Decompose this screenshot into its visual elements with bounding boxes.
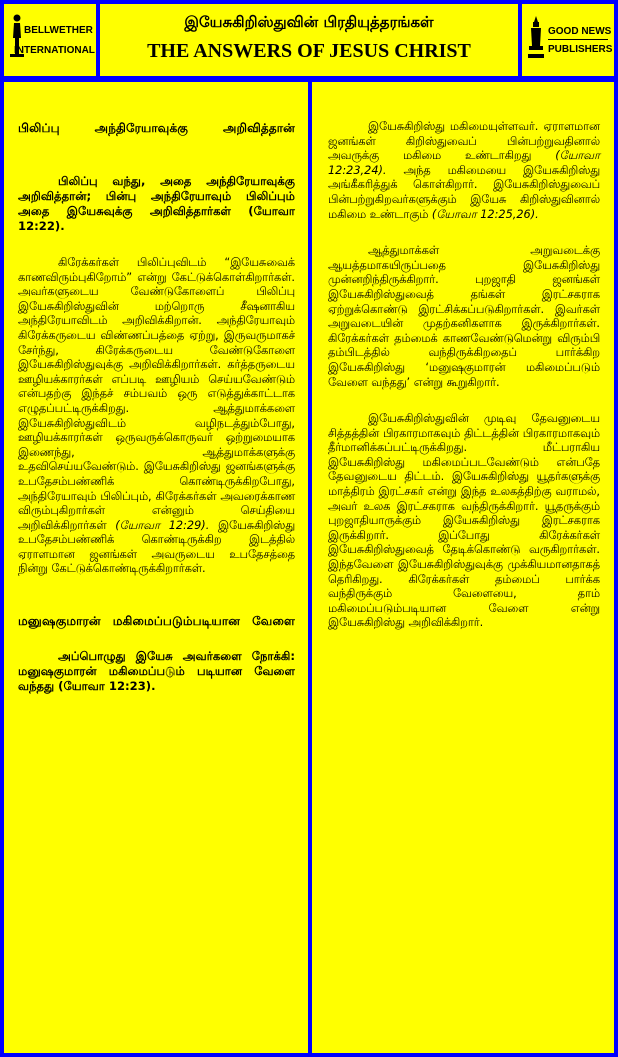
logo-divider	[548, 39, 608, 40]
paragraph-glory	[328, 120, 600, 222]
title-tamil: இயேசுகிறிஸ்துவின் பிரதியுத்தரங்கள்	[184, 13, 434, 31]
paragraph-text: இயேசுகிறிஸ்து மகிமையுள்ளவர். ஏராளமான ஜனங்கள் கிறிஸ்துவைப் பின்பற்றுவதினால் அவருக்கு மகிமை உண்டாகிறது	[328, 120, 600, 163]
paragraph-text: இயேசுகிறிஸ்து உபதேசம்பண்ணிக் கொண்டிருக்கிற இடத்தில் ஏராளமான ஜனங்கள் அவருடைய உபதேசத்தை நின்று கேட்டுக்கொண்டிருக்கிறார்கள்.	[18, 518, 295, 576]
verse-john-12-22: பிலிப்பு வந்து, அதை அந்திரேயாவுக்கு அறிவித்தான்; பின்பு அந்திரேயாவும் பிலிப்பும் அதை இயேசுவுக்கு அறிவித்தார்கள் (யோவா 12:22).	[18, 174, 295, 233]
scripture-reference: (யோவா 12:25,26).	[431, 207, 539, 221]
good-news-logo	[522, 4, 614, 76]
heading-hour-of-glory: மனுஷகுமாரன் மகிமைப்படும்படியான வேளை	[18, 614, 295, 629]
paragraph-text: அந்த மகிமையை இயேசுகிறிஸ்து அங்கீகரித்துக் கொள்கிறார். இயேசுகிறிஸ்துவைப் பின்பற்றுகிறவர்களுக்கும் இயேசு கிறிஸ்துவினால் மகிமை உண்டாகும்	[328, 163, 600, 221]
scripture-reference: (யோவா 12:23,24).	[328, 149, 600, 177]
bellwether-logo-line1: BELLWETHER	[24, 25, 93, 36]
title-english: THE ANSWERS OF JESUS CHRIST	[147, 40, 471, 62]
heading-philip-tells-andrew: பிலிப்பு அந்திரேயாவுக்கு அறிவித்தான்	[18, 121, 295, 135]
good-news-logo-line1: GOOD NEWS	[548, 26, 612, 37]
good-news-logo-line2: PUBLISHERS	[548, 44, 613, 55]
bellwether-logo-line2: INTERNATIONAL	[14, 45, 95, 56]
paragraph-text: கிரேக்கர்கள் பிலிப்புவிடம் “இயேசுவைக் காணவிரும்புகிறோம்” என்று கேட்டுக்கொள்கிறார்கள். அவர்களுடைய வேண்டுகோளைப் பிலிப்பு இயேசுகிறிஸ்துவின் மற்றொரு சீஷனாகிய அந்திரேயாவிடம் அறிவிக்கிறான். அந்திரேயாவும் கிரேக்கருடைய விண்ணப்பத்தை ஏற்று, இருவருமாகச் சேர்ந்து, கிரேக்கருடைய வேண்டுகோளை இயேசுகிறிஸ்துவுக்கு அறிவிக்கிறார்கள். கர்த்தருடைய ஊழியக்காரர்கள் எப்படி ஊழியம் செய்யவேண்டும் என்பதற்கு இந்தச் சம்பவம் ஒரு எடுத்துக்காட்டாக எழுதப்பட்டிருக்கிறது. ஆத்துமாக்களை இயேசுகிறிஸ்துவிடம் வழிநடத்தும்போது, ஊழியக்காரர்கள் ஒருவருக்கொருவர் ஒற்றுமையாக இணைந்து, ஆத்துமாக்களுக்கு உதவிசெய்யவேண்டும். இயேசுகிறிஸ்து ஜனங்களுக்கு உபதேசம்பண்ணிக் கொண்டிருக்கிறபோது, அந்திரேயாவும் பிலிப்பும், கிரேக்கர்கள் அவரைக்காண விரும்புகிறார்கள் என்னும் செய்தியை அறிவிக்கிறார்கள்	[18, 256, 295, 532]
paragraph-harvest: ஆத்துமாக்கள் அறுவடைக்கு ஆயத்தமாகயிருப்பதை இயேசுகிறிஸ்து முன்னறிந்திருக்கிறார். புறஜாதி ஜனங்கள் இயேசுகிறிஸ்துவைத் தங்கள் இரட்சகராக ஏற்றுக்கொண்டு இரட்சிக்கப்படுகிறார்கள். இவர்கள் அறுவடையின் முதற்கனிகளாக இருக்கிறார்கள். கிரேக்கர்கள் தம்மைக் காணவேண்டுமென்று விரும்பி தம்பிடத்தில் வந்திருக்கிறதைப் பார்க்கிற இயேசுகிறிஸ்து ‘மனுஷகுமாரன் மகிமைப்படும் வேளை வந்தது’ என்று கூறுகிறார்.	[328, 244, 600, 389]
paragraph-gods-plan: இயேசுகிறிஸ்துவின் முடிவு தேவனுடைய சித்தத்தின் பிரகாரமாகவும் திட்டத்தின் பிரகாரமாகவும் தீர்மானிக்கப்பட்டிருக்கிறது. மீட்பராகிய இயேசுகிறிஸ்து மகிமைப்படவேண்டும் என்பதே தேவனுடைய திட்டம். இயேசுகிறிஸ்து யூதர்களுக்கு மாத்திரம் இரட்சகர் என்று இந்த உலகத்திற்கு வராமல், அவர் உலக இரட்சகராக வந்திருக்கிறார். யூதருக்கும் புறஜாதியாருக்கும் இயேசுகிறிஸ்து இரட்சகராக இருக்கிறார். இப்போது கிரேக்கர்கள் இயேசுகிறிஸ்துவைத் தேடிக்கொண்டு வருகிறார்கள். இந்தவேளை இயேசுகிறிஸ்துவுக்கு முக்கியமானதாகத் தெரிகிறது. கிரேக்கர்கள் தம்மைப் பார்க்க வந்திருக்கும் வேளையை, தாம் மகிமைப்படும்படியான வேளை என்று இயேசுகிறிஸ்து அறிவிக்கிறார்.	[328, 412, 600, 630]
paragraph-greeks-request	[18, 256, 295, 577]
verse-john-12-23: அப்பொழுது இயேசு அவர்களை நோக்கி: மனுஷகுமாரன் மகிமைப்படும் படியான வேளை வந்தது (யோவா 12:23).	[18, 649, 295, 694]
scripture-reference: (யோவா 12:29).	[115, 518, 210, 532]
page-header	[100, 4, 518, 76]
left-column	[4, 82, 308, 1053]
right-column	[312, 82, 614, 1053]
bellwether-logo	[4, 4, 96, 76]
lamp-figure-icon	[528, 16, 544, 62]
